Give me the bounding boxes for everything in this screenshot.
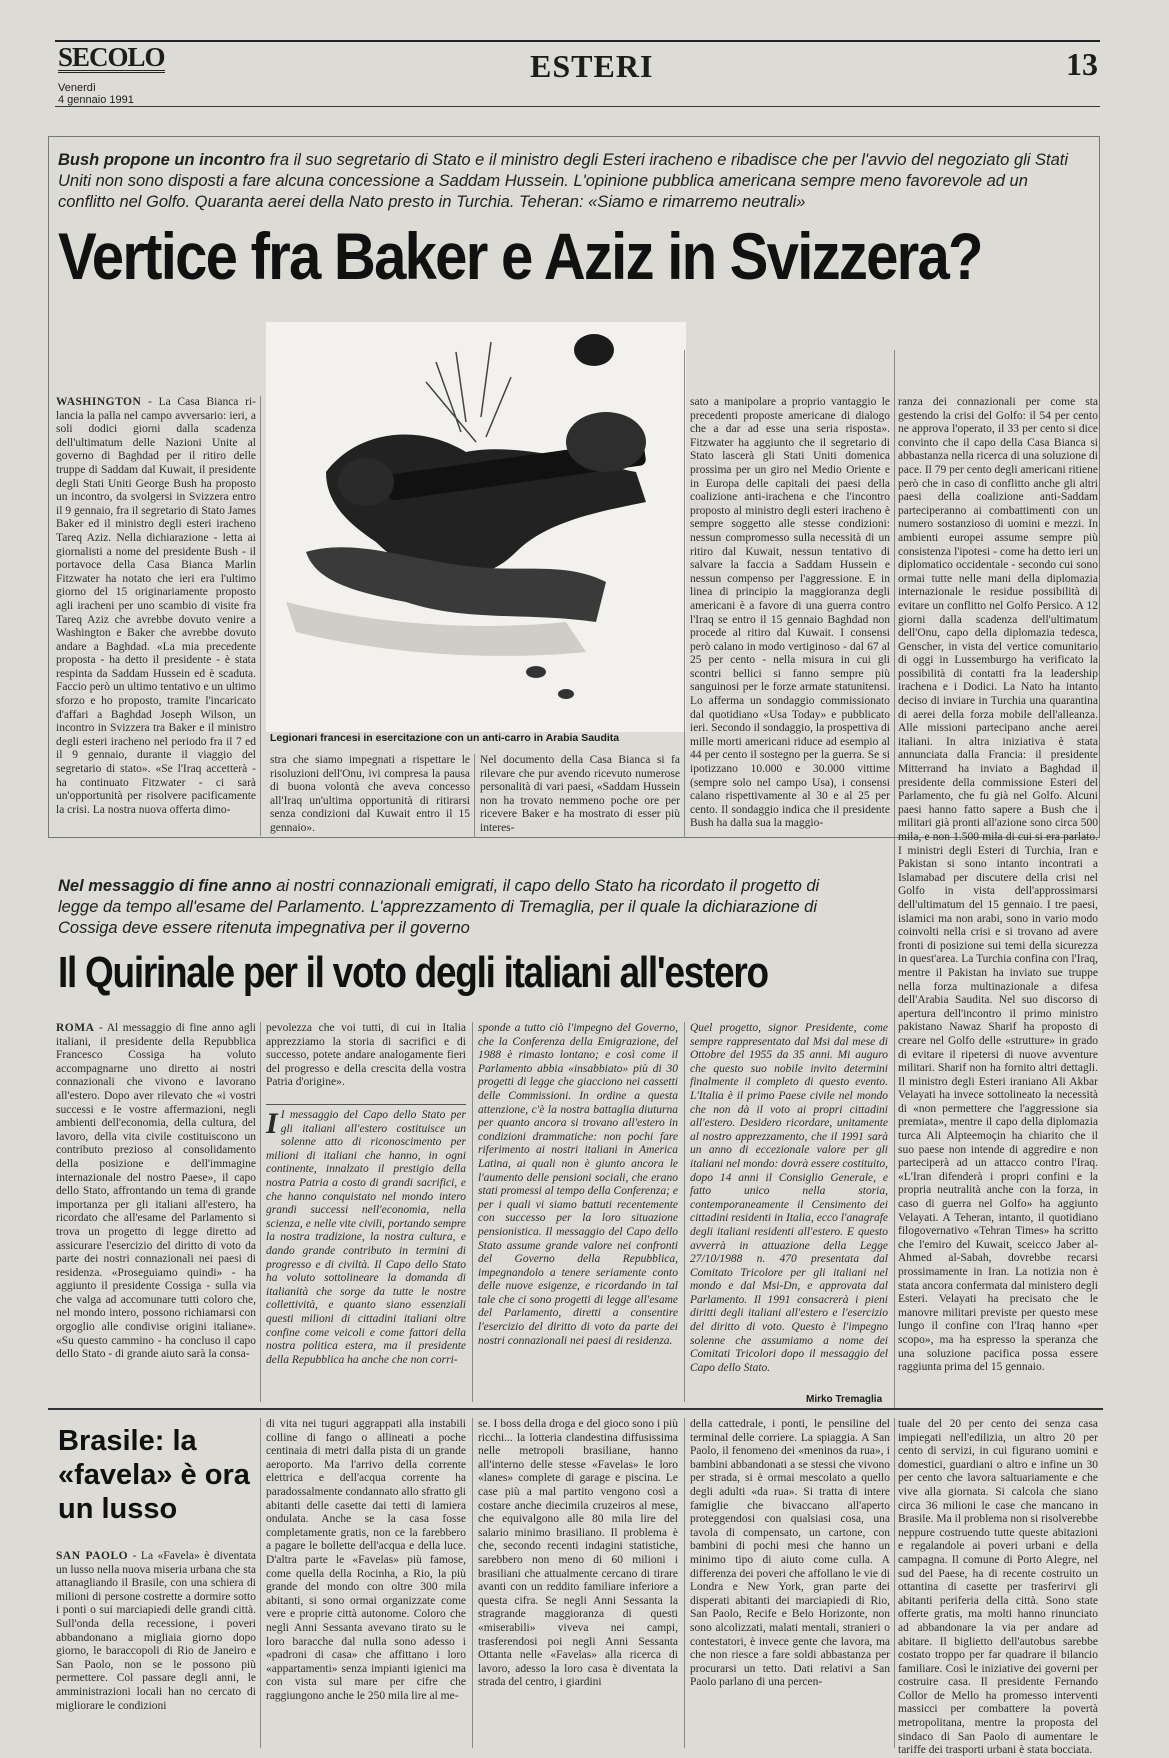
section-title: ESTERI [530, 48, 654, 84]
story1-column-3b: Nel documento della Casa Bianca si fa rilevare che pur avendo ricevuto numerose personalità di vari paesi, «Saddam Hussein non ha trovato nemmeno poche ore per ricevere Baker e ha mostrato di esser più interes- [480, 754, 680, 834]
story1-column-1 [56, 396, 256, 838]
story2-headline: Il Quirinale per il voto degli italiani all'estero [58, 948, 768, 997]
masthead-rule [55, 106, 1100, 107]
top-rule [55, 40, 1100, 42]
story2-column-1 [56, 1022, 256, 1402]
story3-dateline: SAN PAOLO [56, 1550, 129, 1562]
column-divider [684, 1022, 685, 1402]
column-divider [260, 1022, 261, 1402]
story2-boxed-statement [266, 1104, 466, 1407]
drop-cap-i: I [266, 1107, 278, 1140]
column-divider [684, 350, 685, 838]
column-divider [260, 396, 261, 836]
column-divider [894, 350, 895, 1410]
story3-column-5: tuale del 20 per cento dei senza casa impiegati nell'edilizia, un altro 20 per cento di servizi, in cui figurano uomini e domestici, guardiani o altro e infine un 30 per cento che lavora saltuariamente e che vive alla giornata. Si calcola che siano circa 36 milioni le case che mancano in Brasile. Ma il problema non si risolverebbe neppure costruendo tutte queste abitazioni e regalandole ai poveri urbani e della campagna. Il comune di Porto Alegre, nel sud del Paese, ha di recente costruito un ottantina di casette per trasferirvi gli abitanti periferia della città. Sono state offerte gratis, ma molti hanno rinunciato ad abbandonare la via per andare ad abitare. Il biglietto dell'autobus sarebbe costato troppo per far quadrare il bilancio familiare. Così le iniziative dei governi per costruire casa. Il presidente Fernando Collor de Mello ha promesso interventi massicci per combattere la povertà metropolitana, mentre la proposta del sindaco di San Paolo di aumentare le tariffe dei trasporti urbani è stata bocciata. [898, 1418, 1098, 1757]
column-divider [474, 754, 475, 838]
column-divider [472, 1418, 473, 1748]
story2-column-1-text: - Al messaggio di fine anno agli italiani, il presidente della Repubblica Francesco Cossiga ha voluto accompagnarne uno diretto ai nostri connazionali che vivono e lavorano all'estero. Dopo aver rilevato che «i vostri successi e le vostre affermazioni, negli ambienti dell'economia, della cultura, del lavoro, della vita civile costituiscono un contributo prezioso al consolidamento della posizione e dell'immagine internazionale del nostro Paese», il capo dello Stato, affrontando un tema di grande importanza per gli italiani all'estero, ha ricordato che all'esame del Parlamento si trova un progetto di legge diretto ad assicurare l'esercizio del diritto di voto da parte dei nostri connazionali nei paesi di residenza. «Proseguiamo quindi» - ha aggiunto il presidente Cossiga - sulla via che valga ad accomunare tutti coloro che, nel mondo intero, possono richiamarsi con orgoglio alle condivise origini italiane». «Su questo cammino - ha concluso il capo dello Stato - di grande aiuto sarà la consa- [56, 1022, 256, 1361]
column-divider [260, 1418, 261, 1748]
story1-kicker [58, 150, 1078, 213]
story2-column-4: Quel progetto, signor Presidente, come sempre rappresentato dal Msi dal mese di Ottobre del 1955 da 35 anni. Mi auguro che questo suo nobile invito determini finalmente il completo di questo evento. L'Italia è il primo Paese civile nel mondo che non dà il voto ai propri cittadini all'estero. Desidero ricordare, unitamente al nostro apprezzamento, che il 1991 sarà un anno di eccezionale valore per gli italiani nel mondo: dovrà essere costituito, dopo 14 anni il Consiglio Generale, e fatto unico nella storia, contemporaneamente il Censimento dei cittadini residenti in Italia, ecco l'anagrafe degli italiani residenti all'estero. E questo avverrà in attuazione della Legge 27/10/1988 n. 470 presentata dal Comitato Tricolore per gli italiani nel mondo e dal Msi-Dn, e approvata dal Parlamento. Il 1991 consacrerà i pieni diritti degli italiani all'estero e l'esercizio del diritto di voto. Questo è l'impegno solenne che assumiamo a nome dei Comitati Tricolori dopo il messaggio del Capo dello Stato. [690, 1022, 888, 1374]
story3-column-3: se. I boss della droga e del gioco sono i più ricchi... la lotteria clandestina diffusissima nelle metropoli brasiliane, hanno all'interno delle stesse «Favelas» le loro «lanes» complete di garage e piscina. Le case più a mal partito vengono così a costare anche diecimila cruzeiros al mese, che equivalgono alle 80 mila lire del salario minimo brasiliano. Il problema è che, secondo recenti indagini statistiche, sarebbero non meno di 60 milioni i brasiliani che attualmente cercano di tirare avanti con un reddito familiare inferiore a questa cifra. Se negli Anni Sessanta la stragrande maggioranza di questi «miserabili» viveva nei campi, trasferendosi poi negli Anni Sessanta Ottanta nelle «Favelas» alla ricerca di lavoro, adesso la loro casa è diventata la strada del centro, i giardini [478, 1418, 678, 1689]
story1-column-2b: stra che siamo impegnati a rispettare le risoluzioni dell'Onu, ivi compresa la pausa di buona volontà che aveva concesso all'Iraq un'ultima opportunità di ritirarsi senza condizioni dal Kuwait entro il 15 gennaio». [270, 754, 470, 834]
story1-kicker-lead: Bush propone un incontro [58, 151, 266, 169]
issue-date [58, 82, 134, 106]
author-signature: Mirko Tremaglia [806, 1394, 883, 1405]
story3-column-1 [56, 1550, 256, 1746]
story2-dateline: ROMA [56, 1022, 95, 1034]
story2-column-2: pevolezza che voi tutti, di cui in Italia apprezziamo la storia di sacrifici e di successo, potete andare analogamente fieri del progresso e della crescita della vostra Patria d'origine». [266, 1022, 466, 1089]
page-number: 13 [1066, 46, 1098, 82]
story3-column-1-text: - La «Favela» è diventata un lusso nella nuova miseria urbana che sta attanagliando il Brasile, con una schiera di milioni di persone costrette a dormire sotto i ponti o sui marciapiedi delle grandi città. Sull'onda della recessione, i poveri abbandonano a migliaia giorno dopo giorno, le baraccopoli di Rio de Janeiro e San Paolo, non se le possono più permettere. Col passare degli anni, le amministrazioni locali han no cercato di migliorare le condizioni [56, 1550, 256, 1712]
story2-kicker [58, 876, 848, 939]
column-divider [684, 1418, 685, 1748]
story1-dateline: WASHINGTON [56, 396, 142, 408]
story3-column-4: della cattedrale, i ponti, le pensiline del terminal delle corriere. La spiaggia. A San Paolo, il fenomeno dei «meninos da rua», i bambini abbandonati a se stessi che vivono per strada, si è ormai mescolato a quello degli adulti «da rua». Si tratta di intere famiglie che bivaccano all'aperto proteggendosi con qualsiasi cosa, una tavola di compensato, un cartone, con bambini di pochi mesi che hanno un minimo tipo di aiuto come culla. A differenza dei poveri che affollano le vie di Londra e New York, gran parte dei disperati abitanti dei marciapiedi di Rio, San Paolo, Recife e Belo Horizonte, non sono alcolizzati, malati mentali, stranieri o contestatori, è invece gente che lavora, ma che non riesce a fare soldi abbastanza per procurarsi un tetto. Dati relativi a San Paolo parlano di una percen- [690, 1418, 890, 1689]
story1-headline: Vertice fra Baker e Aziz in Svizzera? [58, 219, 982, 293]
newspaper-logo: SECOLO [58, 42, 165, 72]
column-divider [472, 1022, 473, 1402]
story2-kicker-text: ai nostri connazionali emigrati, il capo dello Stato ha ricordato il progetto di legge da tempo all'esame del Parlamento. L'apprezzamento di Tremaglia, per il quale la dichiarazione di Cossiga deve essere ritenuta impegnativa per il governo [58, 877, 820, 937]
column-divider [894, 1418, 895, 1748]
story3-column-2: di vita nei tuguri aggrappati alla instabili colline di fango o allineati a poche centinaia di metri dalla pista di un grande aeroporto. Ma l'arrivo della corrente elettrica e dell'acqua corrente ha paradossalmente condannato allo sfratto gli abitanti delle casette dai tetti di lamiera ondulata. Anche se la casa fosse completamente gratis, non ce la farebbero a pagare le bollette dell'acqua e della luce. D'altra parte le «Favelas» più famose, come quella della Rocinha, a Rio, la più grande del mondo con oltre 300 mila abitanti, si sono ormai organizzate come vere e proprie città autonome. Coloro che negli Anni Sessanta avevano tirato su le loro baracche dal nulla sono adesso i «padroni di casa» che affittano i loro «appartamenti» senza impianti igienici ma con vista sul mare per cifre che raggiungono anche le 250 mila lire al me- [266, 1418, 466, 1702]
story3-headline: Brasile: la «favela» è ora un lusso [58, 1425, 250, 1525]
news-photo-legionnaires [266, 322, 686, 732]
story2-boxed-text: I messaggio del Capo dello Stato per gli italiani all'estero costituisce un solenne atto di riconoscimento per milioni di italiani che hanno, in ogni continente, innalzato il prestigio della nostra Patria a costo di grandi sacrifici, e che hanno conquistato nel mondo intero grandi successi nell'economia, nella scienza, e nelle vite civili, portando sempre la nostra tradizione, la nostra cultura, e dando grande contributo in termini di progresso e di civiltà. Il Capo dello Stato ha voluto sottolineare la domanda di italianità che sorge da tutte le nostre collettività, e quanto siano essenziali questi milioni di cittadini italiani oltre confine come veicoli e come fattori della nostra politica estera, ma il presidente della Repubblica ha anche che non corri- [266, 1109, 466, 1366]
issue-day: Venerdì [58, 82, 96, 94]
section-rule [48, 1408, 1103, 1410]
story2-kicker-lead: Nel messaggio di fine anno [58, 877, 272, 895]
story1-kicker-text: fra il suo segretario di Stato e il ministro degli Esteri iracheno e ribadisce che per l'avvio del negoziato gli Stati Uniti non sono disposti a fare alcuna concessione a Saddam Hussein. L'opinione pubblica americana sempre meno favorevole ad un conflitto nel Golfo. Quaranta aerei della Nato presto in Turchia. Teheran: «Siamo e rimarremo neutrali» [58, 151, 1069, 211]
photo-caption: Legionari francesi in esercitazione con un anti-carro in Arabia Saudita [270, 732, 620, 744]
story1-column-4: sato a manipolare a proprio vantaggio le precedenti proposte americane di dialogo che a dar ad esse una seria risposta». Fitzwater ha aggiunto che il segretario di Stato lascerà gli Stati Uniti domenica prossima per un giro nel Medio Oriente e in Europa delle capitali dei paesi della coalizione anti-irachena e che l'incontro proposto al ministro degli esteri iracheno è sempre soggetto alle stesse condizioni: nessun compromesso sulla necessità di un ritiro dal Kuwait, nessun tentativo di salvare la faccia a Saddam Hussein e nessun compenso per l'aggressione. E in linea di principio la maggioranza degli americani è a favore di una guerra contro l'Iraq se entro il 15 gennaio Baghdad non procede al ritiro dal Kuwait. I consensi però calano in modo vertiginoso - dal 67 al 25 per cento - nella misura in cui gli scontri bellici si fanno sempre più sanguinosi per le forze armate statunitensi. Lo afferma un sondaggio commissionato dal quotidiano «Usa Today» e pubblicato ieri. Secondo il sondaggio, la prospettiva di mille morti americani riduce ad esempio al 44 per cento il sostegno per la guerra. Se si ipotizzano 10.000 e 30.000 vittime (sempre solo nel campo Usa), i consensi calano rispettivamente al 30 e al 25 per cento. Il sondaggio indica che il presidente Bush ha dalla sua la maggio- [690, 396, 890, 830]
story1-column-5: ranza dei connazionali per come sta gestendo la crisi del Golfo: il 54 per cento ne approva l'operato, il 33 per cento si dice convinto che il capo della Casa Bianca si abbastanza nella ricerca di una soluzione di pace. Il 79 per cento degli americani ritiene però che in caso di conflitto anche gli altri paesi della coalizione anti-Saddam parteciperanno ai combattimenti con un numero sostanzioso di uomini e mezzi. In ambienti europei assume sempre più consistenza l'ipotesi - come ha detto ieri un diplomatico occidentale - secondo cui sono ormai tutte nelle mani della diplomazia internazionale le residue possibilità di evitare un conflitto nel Golfo Persico. A 12 giorni dalla scadenza dell'ultimatum dell'Onu, capo della diplomazia tedesca, Genscher, in vista del vertice comunitario di oggi in Lussemburgo ha verificato la possibilità di contatti fra la leadership irachena e i Dodici. La Nato ha intanto deciso di inviare in Turchia una quarantina di aerei della forza mobile dell'alleanza. Alle missioni partecipano anche aerei italiani. In altra iniziativa è stata annunciata dalla Francia: il presidente Mitterrand ha inviato a Baghdad il presidente della commissione Esteri del Parlamento, che fu già nel Golfo. Alcuni paesi hanno fatto sapere a Bush che i militari già pronti all'azione sono circa 500 mila, e non 1.500 mila di cui si era parlato. I ministri degli Esteri di Turchia, Iran e Pakistan si sono intanto incontrati a Islamabad per discutere della crisi nel Golfo in vista dell'approssimarsi dell'ultimatum del 15 gennaio. I tre paesi, islamici ma non arabi, sono in vario modo coinvolti nella crisi e si trovano ad avere fronti di posizione sui temi della sicurezza in quest'area. La Turchia confina con l'Iraq, mentre il Pakistan ha inviato sue truppe nella forza multinazionale a difesa dell'Arabia Saudita. Nel suo discorso di apertura dell'incontro il primo ministro pakistano Nawaz Sharif ha proposto di creare nel Golfo delle «strutture» in grado di evitare il ripetersi di nuove avventure militari. Sharif non ha fornito altri dettagli. Il ministro degli Esteri iraniano Ali Akbar Velayati ha invece sottolineato la necessità di «non permettere che l'aggressione sia premiata», mentre il capo della diplomazia turca Ali Alpteemoçin ha chiarito che il suo paese non intende di aggredire e non parteciperà ad un attacco contro l'Iraq. «L'Iran difenderà i propri confini e la propria neutralità anche con la forza, in caso di guerra nel Golfo» ha aggiunto Velayati. A Teheran, intanto, il quotidiano filogovernativo «Tehran Times» ha scritto che l'emiro del Kuwait, sceicco Jaber al-Ahmed al-Sabah, dovrebbe recarsi prossimamente in Iran. La notizia non è stata ancora confermata dal ministero degli Esteri. Velayati ha precisato che le manovre militari previste per questo mese lungo il confine con l'Iraq hanno «per scopo», ma ha espresso la speranza che una soluzione pacifica possa essere raggiunta prima del 15 gennaio. [898, 396, 1098, 1374]
story2-column-3: sponde a tutto ciò l'impegno del Governo, che la Conferenza della Emigrazione, del 1988 è rimasto lontano; e così come il Parlamento abbia «insabbiato» più di 30 progetti di legge che giacciono nei cassetti delle Commissioni. In ordine a questa attenzione, c'è la nostra battaglia diuturna per quanto ancora si trovano all'estero in condizioni drammatiche: non pochi fare riferimento ai nostri italiani in America Latina, ai quali non è giunto ancora le l'aumento delle pensioni sociali, che erano stati promessi al tempo della Conferenza; e per i quali vi siamo battuti recentemente con successo per la loro situazione pensionistica. Il messaggio del Capo dello Stato assume grande valore nei confronti del Governo della Repubblica, impegnandolo a tenere seriamente conto delle nuove esigenze, e ricordando in tal tale che ci sono progetti di legge all'esame del Parlamento, diretti a consentire l'esercizio del diritto di voto da parte dei nostri connazionali nei paesi di residenza. [478, 1022, 678, 1347]
story1-column-1-text: - La Casa Bianca ri-lancia la palla nel campo avversario: ieri, a soli dodici giorni dalla scadenza dell'ultimatum delle Nazioni Unite al governo di Baghdad per il ritiro delle truppe di Saddam dal Kuwait, il presidente degli Stati Uniti George Bush ha proposto un incontro, da svolgersi in Svizzera entro il 9 gennaio, fra il segretario di Stato James Baker ed il ministro degli esteri iracheno Tareq Aziz. Nella dichiarazione - letta ai giornalisti a nome del presidente Bush - il portavoce della Casa Bianca Marlin Fitzwater ha notato che ieri era l'ultimo giorno del 15 originariamente proposto agli iracheni per uno scambio di visite fra Tareq Aziz che avrebbe dovuto venire a Washington e Baker che avrebbe dovuto andare a Baghdad. «La mia precedente proposta - ha detto il presidente - è stata respinta da Saddam Hussein ed è scaduta. Faccio però un ultimo tentativo e un ultimo sforzo e ho proposto, tramite l'incaricato d'affari a Baghdad Joseph Wilson, un incontro in Svizzera tra Baker e il ministro degli esteri iracheno nel periodo fra il 7 ed il 9 gennaio, durante il viaggio del segretario di stato». «Se l'Iraq accetterà - ha continuato Fitzwater - ci sarà un'opportunità per risolvere pacificamente la crisi. La nostra nuova offerta dimo- [56, 396, 256, 816]
issue-full-date: 4 gennaio 1991 [58, 94, 134, 106]
soldiers-photo-illustration [266, 322, 686, 732]
